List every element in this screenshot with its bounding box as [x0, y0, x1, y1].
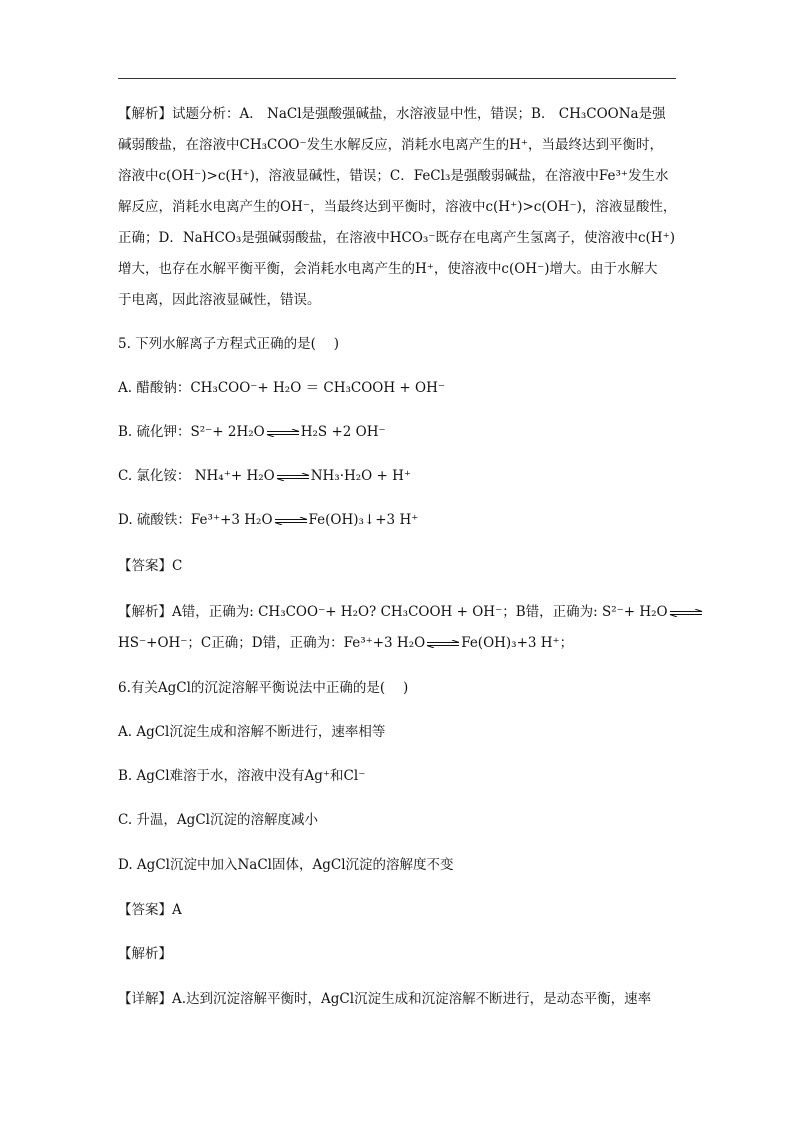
analysis-text: 【解析】A错，正确为: CH₃COO⁻+ H₂O? CH₃COOH + OH⁻；B错，正确为: S²⁻+ H₂O [118, 604, 668, 620]
question-6-analysis-header: 【解析】 [118, 946, 172, 962]
analysis-line-5: 正确；D．NaHCO₃是强碱弱酸盐，在溶液中HCO₃⁻既存在电离产生氢离子，使溶液中c(H⁺) [118, 230, 675, 246]
question-5-option-a: A. 醋酸钠：CH₃COO⁻+ H₂O ＝ CH₃COOH + OH⁻ [118, 380, 445, 396]
question-6-stem: 6.有关AgCl的沉淀溶解平衡说法中正确的是( ) [118, 680, 409, 696]
option-d-reactants: D. 硫酸铁：Fe³⁺+3 H₂O [118, 512, 273, 528]
option-c-products: NH₃·H₂O + H⁺ [310, 468, 412, 484]
question-5-answer: 【答案】C [118, 558, 183, 574]
header-rule [118, 78, 676, 79]
reversible-arrow-icon [669, 609, 703, 617]
option-d-products: Fe(OH)₃↓+3 H⁺ [308, 512, 419, 528]
option-b-reactants: B. 硫化钾：S²⁻+ 2H₂O [118, 424, 265, 440]
question-5-option-b [118, 422, 678, 442]
question-5-analysis-line-2 [118, 633, 678, 653]
question-6-answer: 【答案】A [118, 902, 182, 918]
question-5-option-d [118, 510, 678, 530]
option-b-products: H₂S +2 OH⁻ [300, 424, 386, 440]
analysis-line-2: 碱弱酸盐，在溶液中CH₃COO⁻发生水解反应，消耗水电离产生的H⁺，当最终达到平衡时， [118, 137, 664, 153]
question-6-option-c: C. 升温，AgCl沉淀的溶解度减小 [118, 812, 318, 828]
analysis-line-3: 溶液中c(OH⁻)>c(H⁺)，溶液显碱性，错误；C．FeCl₃是强酸弱碱盐，在溶液中Fe³⁺发生水 [118, 168, 669, 184]
question-6-detail: 【详解】A.达到沉淀溶解平衡时，AgCl沉淀生成和沉淀溶解不断进行，是动态平衡，速率 [118, 991, 652, 1007]
analysis-line-6: 增大，也存在水解平衡平衡，会消耗水电离产生的H⁺，使溶液中c(OH⁻)增大。由于水解大 [118, 261, 658, 277]
analysis-text: Fe(OH)₃+3 H⁺； [461, 635, 574, 651]
reversible-arrow-icon [426, 640, 460, 648]
question-5-analysis-line-1 [118, 602, 678, 622]
analysis-line-7: 于电离，因此溶液显碱性，错误。 [118, 292, 321, 308]
analysis-text: HS⁻+OH⁻；C正确；D错，正确为：Fe³⁺+3 H₂O [118, 635, 426, 651]
analysis-line-1: 【解析】试题分析：A． NaCl是强酸强碱盐，水溶液显中性，错误；B． CH₃COONa是强 [118, 106, 666, 122]
option-c-reactants: C. 氯化铵： NH₄⁺+ H₂O [118, 468, 275, 484]
question-5-stem: 5. 下列水解离子方程式正确的是( ) [118, 336, 339, 352]
reversible-arrow-icon [276, 473, 310, 481]
reversible-arrow-icon [266, 429, 300, 437]
question-5-option-c [118, 466, 678, 486]
question-6-option-b: B. AgCl难溶于水，溶液中没有Ag⁺和Cl⁻ [118, 768, 366, 784]
question-6-option-d: D. AgCl沉淀中加入NaCl固体，AgCl沉淀的溶解度不变 [118, 857, 454, 873]
analysis-line-4: 解反应，消耗水电离产生的OH⁻，当最终达到平衡时，溶液中c(H⁺)>c(OH⁻)，溶液显酸性， [118, 199, 677, 215]
question-6-option-a: A. AgCl沉淀生成和溶解不断进行，速率相等 [118, 724, 386, 740]
reversible-arrow-icon [274, 517, 308, 525]
